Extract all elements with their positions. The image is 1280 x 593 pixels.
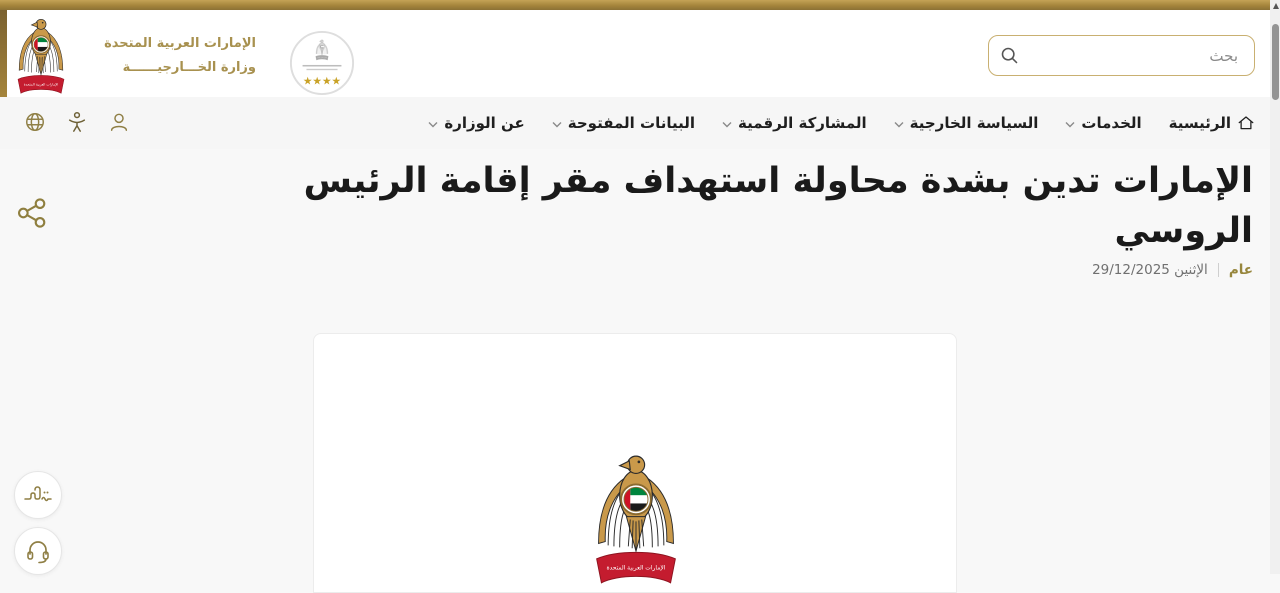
ministry-name: وزارة الخـــارجيــــــة [122, 60, 256, 76]
ministry-wordmark[interactable] [86, 32, 256, 80]
main-navigation-bar [0, 97, 1280, 149]
search-box [988, 35, 1255, 76]
nav-item-services[interactable] [1065, 114, 1141, 132]
utility-icons [24, 111, 130, 133]
nav-label: السياسة الخارجية [909, 114, 1039, 132]
home-icon [1237, 114, 1255, 132]
scrollbar-thumb[interactable] [1272, 24, 1279, 100]
badge-stars: ★★★★ [302, 74, 342, 88]
article-header [0, 149, 1280, 278]
chevron-down-icon [428, 121, 438, 128]
chevron-down-icon [894, 121, 904, 128]
nav-item-open-data[interactable] [552, 114, 695, 132]
nav-label: البيانات المفتوحة [567, 114, 696, 132]
chevron-down-icon [552, 121, 562, 128]
nav-item-home[interactable] [1169, 114, 1255, 132]
uae-emblem-logo[interactable] [13, 14, 69, 98]
top-gold-bar [0, 0, 1280, 10]
nav-label: المشاركة الرقمية [738, 114, 867, 132]
page-title: الإمارات تدين بشدة محاولة استهداف مقر إقامة الرئيس الروسي [303, 161, 1253, 251]
article-meta [1092, 262, 1253, 278]
main-nav [428, 97, 1255, 149]
chevron-down-icon [1065, 121, 1075, 128]
support-button[interactable] [14, 527, 62, 575]
nav-label: الرئيسية [1168, 114, 1231, 132]
user-icon[interactable] [108, 111, 130, 133]
star-rating-badge [288, 28, 356, 98]
globe-icon[interactable] [24, 111, 46, 133]
article-date: الإثنين 29/12/2025 [1092, 262, 1208, 278]
uae-emblem-article-image [588, 449, 684, 589]
decorative-flag-strip [0, 10, 7, 98]
chatbot-button[interactable] [14, 471, 62, 519]
category-badge[interactable]: عام [1228, 262, 1253, 278]
nav-item-digital-participation[interactable] [722, 114, 867, 132]
nav-item-about-ministry[interactable] [428, 114, 524, 132]
country-name: الإمارات العربية المتحدة [104, 36, 256, 51]
nav-item-foreign-policy[interactable] [894, 114, 1039, 132]
scrollbar-track[interactable] [1270, 0, 1280, 574]
article-image-card [313, 333, 957, 593]
search-input[interactable] [988, 35, 1255, 76]
nav-label: الخدمات [1081, 114, 1142, 132]
meta-divider [1218, 263, 1219, 277]
site-header [0, 10, 1280, 97]
chatbot-icon [23, 480, 53, 510]
headset-icon [24, 537, 52, 565]
accessibility-icon[interactable] [66, 111, 88, 133]
nav-label: عن الوزارة [444, 114, 525, 132]
chevron-down-icon [722, 121, 732, 128]
scrollbar-up-arrow[interactable] [1273, 3, 1279, 9]
share-icon[interactable] [16, 197, 48, 229]
